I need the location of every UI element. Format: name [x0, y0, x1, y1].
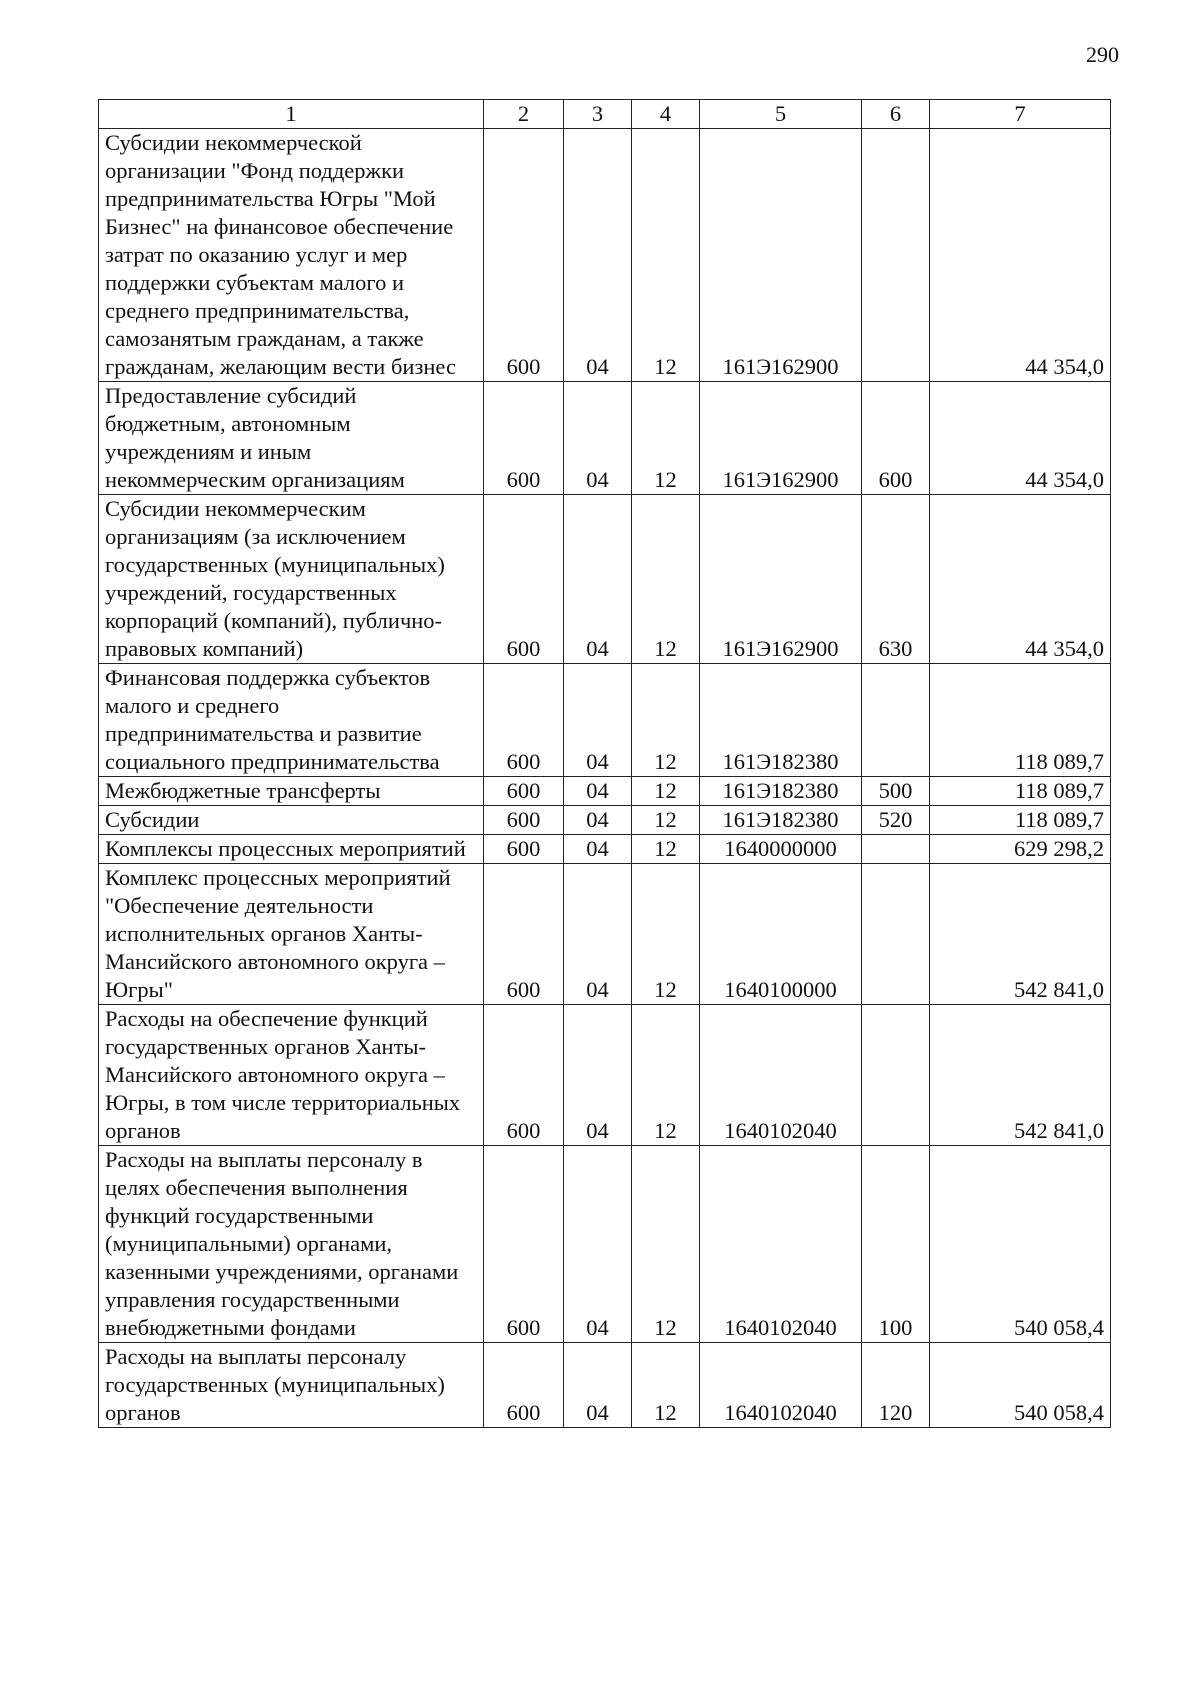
- row-cell: 1640000000: [700, 835, 862, 864]
- table-row: [99, 1343, 1111, 1428]
- row-cell: 600: [484, 129, 564, 382]
- row-cell: 04: [564, 495, 632, 664]
- budget-table: [98, 99, 1111, 1428]
- row-cell: 161Э182380: [700, 664, 862, 777]
- row-amount-cell: 44 354,0: [930, 129, 1111, 382]
- row-cell: 12: [632, 1343, 700, 1428]
- row-cell: 12: [632, 1146, 700, 1343]
- row-cell: 600: [484, 864, 564, 1005]
- row-cell: 12: [632, 777, 700, 806]
- row-cell: 520: [862, 806, 930, 835]
- row-cell: 04: [564, 664, 632, 777]
- row-cell: [862, 864, 930, 1005]
- row-cell: 12: [632, 835, 700, 864]
- row-cell: 161Э162900: [700, 382, 862, 495]
- row-cell: [862, 1005, 930, 1146]
- row-cell: 100: [862, 1146, 930, 1343]
- row-amount-cell: 542 841,0: [930, 864, 1111, 1005]
- row-cell: 600: [862, 382, 930, 495]
- row-cell: 1640102040: [700, 1005, 862, 1146]
- row-cell: 04: [564, 864, 632, 1005]
- row-cell: 161Э182380: [700, 806, 862, 835]
- header-cell: 6: [862, 100, 930, 129]
- row-name-cell: Расходы на обеспечение функций государственных органов Ханты-Мансийского автономного округа – Югры, в том числе территориальных органов: [99, 1005, 484, 1146]
- row-cell: 04: [564, 1005, 632, 1146]
- row-cell: 600: [484, 1343, 564, 1428]
- row-cell: 04: [564, 835, 632, 864]
- row-amount-cell: 118 089,7: [930, 777, 1111, 806]
- row-name-cell: Субсидии некоммерческим организациям (за исключением государственных (муниципальных) учреждений, государственных корпораций (компаний), публично-правовых компаний): [99, 495, 484, 664]
- row-name-cell: Расходы на выплаты персоналу государственных (муниципальных) органов: [99, 1343, 484, 1428]
- row-cell: 600: [484, 806, 564, 835]
- row-cell: 04: [564, 382, 632, 495]
- table-row: [99, 806, 1111, 835]
- row-cell: 600: [484, 777, 564, 806]
- table-row: [99, 835, 1111, 864]
- row-cell: 161Э162900: [700, 129, 862, 382]
- row-name-cell: Предоставление субсидий бюджетным, автономным учреждениям и иным некоммерческим организациям: [99, 382, 484, 495]
- page-number: 290: [1086, 42, 1119, 67]
- row-cell: 04: [564, 777, 632, 806]
- table-header-row: [99, 100, 1111, 129]
- row-name-cell: Субсидии: [99, 806, 484, 835]
- row-amount-cell: 540 058,4: [930, 1343, 1111, 1428]
- header-cell: 4: [632, 100, 700, 129]
- row-cell: 12: [632, 806, 700, 835]
- row-cell: 600: [484, 1005, 564, 1146]
- row-name-cell: Расходы на выплаты персоналу в целях обеспечения выполнения функций государственными (муниципальными) органами, казенными учреждениями, органами управления государственными внебюджетными фондами: [99, 1146, 484, 1343]
- table-row: [99, 495, 1111, 664]
- table-row: [99, 1146, 1111, 1343]
- header-cell: 1: [99, 100, 484, 129]
- row-cell: 1640100000: [700, 864, 862, 1005]
- table-row: [99, 382, 1111, 495]
- row-cell: [862, 835, 930, 864]
- row-cell: 161Э182380: [700, 777, 862, 806]
- row-cell: 600: [484, 664, 564, 777]
- header-cell: 7: [930, 100, 1111, 129]
- row-amount-cell: 44 354,0: [930, 495, 1111, 664]
- row-cell: 120: [862, 1343, 930, 1428]
- row-amount-cell: 542 841,0: [930, 1005, 1111, 1146]
- row-name-cell: Субсидии некоммерческой организации "Фонд поддержки предпринимательства Югры "Мой Бизнес" на финансовое обеспечение затрат по оказанию услуг и мер поддержки субъектам малого и среднего предпринимательства, самозанятым гражданам, а также гражданам, желающим вести бизнес: [99, 129, 484, 382]
- header-cell: 5: [700, 100, 862, 129]
- row-name-cell: Комплекс процессных мероприятий "Обеспечение деятельности исполнительных органов Ханты-Мансийского автономного округа – Югры": [99, 864, 484, 1005]
- header-cell: 2: [484, 100, 564, 129]
- row-cell: 04: [564, 1146, 632, 1343]
- table-row: [99, 777, 1111, 806]
- row-cell: 12: [632, 382, 700, 495]
- row-cell: 12: [632, 129, 700, 382]
- row-amount-cell: 629 298,2: [930, 835, 1111, 864]
- row-cell: 600: [484, 495, 564, 664]
- row-cell: 04: [564, 129, 632, 382]
- row-amount-cell: 118 089,7: [930, 806, 1111, 835]
- row-name-cell: Комплексы процессных мероприятий: [99, 835, 484, 864]
- row-cell: 600: [484, 835, 564, 864]
- row-name-cell: Межбюджетные трансферты: [99, 777, 484, 806]
- row-name-cell: Финансовая поддержка субъектов малого и среднего предпринимательства и развитие социального предпринимательства: [99, 664, 484, 777]
- row-cell: 04: [564, 806, 632, 835]
- row-cell: 12: [632, 495, 700, 664]
- row-cell: [862, 664, 930, 777]
- row-cell: 1640102040: [700, 1343, 862, 1428]
- header-cell: 3: [564, 100, 632, 129]
- row-cell: 12: [632, 664, 700, 777]
- table-row: [99, 1005, 1111, 1146]
- row-cell: 12: [632, 864, 700, 1005]
- row-amount-cell: 44 354,0: [930, 382, 1111, 495]
- row-cell: [862, 129, 930, 382]
- row-cell: 500: [862, 777, 930, 806]
- row-cell: 161Э162900: [700, 495, 862, 664]
- row-cell: 600: [484, 1146, 564, 1343]
- row-cell: 04: [564, 1343, 632, 1428]
- row-cell: 630: [862, 495, 930, 664]
- table-row: [99, 129, 1111, 382]
- row-amount-cell: 540 058,4: [930, 1146, 1111, 1343]
- row-cell: 1640102040: [700, 1146, 862, 1343]
- row-cell: 12: [632, 1005, 700, 1146]
- table-row: [99, 664, 1111, 777]
- table-row: [99, 864, 1111, 1005]
- row-amount-cell: 118 089,7: [930, 664, 1111, 777]
- row-cell: 600: [484, 382, 564, 495]
